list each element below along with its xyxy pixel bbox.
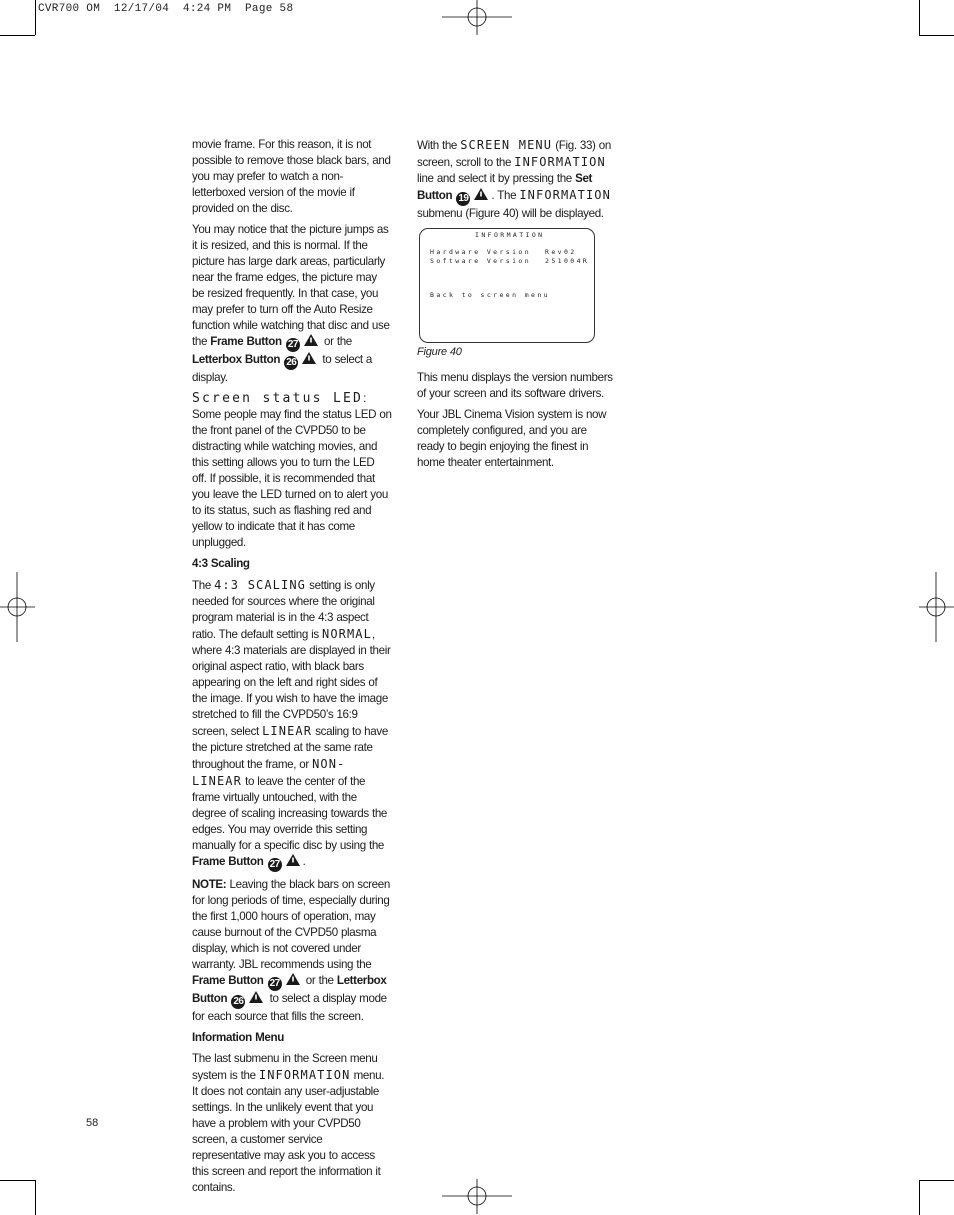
crop-mark-bottom-right: [919, 1180, 920, 1215]
crop-mark-top-left: [35, 0, 36, 35]
with-text-2: (Fig. 33) on screen, scroll to the: [417, 139, 611, 169]
screen-menu-label: SCREEN MENU: [460, 138, 553, 152]
information-label: INFORMATION: [514, 155, 606, 169]
back-to-screen-menu: Back to screen menu: [430, 291, 550, 299]
paragraph-version-numbers: This menu displays the version numbers of your screen and its software drivers.: [417, 371, 613, 400]
or-the-text: or the: [302, 974, 337, 987]
letterbox-button-ref: Letterbox Button: [192, 974, 387, 1005]
frame-button-ref: Frame Button: [192, 974, 264, 987]
letterbox-button-ref: Letterbox Button: [192, 353, 281, 366]
scaling-the-text: The: [192, 579, 215, 592]
scaling-text-1: setting is only needed for sources where the original program material is in the 4:3 aspect ratio. The default setting is: [192, 579, 375, 641]
note-end: to select a display mode for each source that fills the screen.: [192, 992, 387, 1023]
scaling-text-2: , where 4:3 materials are displayed in their original aspect ratio, with black bars appearing on the left and right sides of the image. If you wish to have the image stretched to fill the CVPD50’s 16:9 screen, select: [192, 628, 391, 738]
number-26-icon: 26: [286, 357, 297, 368]
scaling-end: .: [302, 855, 306, 868]
note-text: Leaving the black bars on screen for long periods of time, especially during the first 1,000 hours of operation, may cause burnout of the CVPD50 plasma display, which is not covered under warranty. JBL recommends using the: [192, 878, 390, 971]
heading-information-menu: Information Menu: [192, 1031, 284, 1044]
set-button-ref: Set Button: [417, 172, 593, 202]
crop-mark-bottom-left-h: [0, 1180, 35, 1181]
scaling-text-4: to leave the center of the frame virtually untouched, with the degree of scaling increasing towards the edges. You may override this setting manually for a specific disc by using the: [192, 775, 388, 852]
info-text-2: menu. It does not contain any user-adjustable settings. In the unlikely event that you have a problem with your CVPD50 screen, a customer service representative may ask you to access this screen and report the information it contains.: [192, 1069, 385, 1194]
paragraph-black-bars: movie frame. For this reason, it is not possible to remove those black bars, and you may prefer to watch a non-letterboxed version of the movie if provided on the disc.: [192, 138, 391, 215]
non-linear-label: NON-LINEAR: [192, 757, 346, 788]
printer-slug: CVR700 OM 12/17/04 4:24 PM Page 58: [38, 3, 294, 15]
frame-button-ref: Frame Button: [210, 335, 282, 348]
text-column-left: [192, 137, 392, 1201]
paragraph-with-screen-menu: [417, 137, 615, 222]
warning-triangle-icon: [474, 188, 488, 200]
crop-mark-bottom-right-h: [919, 1180, 954, 1181]
information-menu-figure: [419, 228, 595, 343]
with-text-4: . The: [491, 189, 520, 202]
figure-title: INFORMATION: [475, 231, 545, 239]
paragraph-scaling: [192, 577, 392, 872]
scaling-text-3: scaling to have the picture stretched at the same rate throughout the frame, or: [192, 725, 388, 771]
software-version-label: Software Version: [430, 257, 532, 265]
number-27-icon: 27: [287, 339, 298, 350]
number-27-icon: 27: [269, 859, 280, 870]
information-label: INFORMATION: [258, 1068, 351, 1082]
with-text-1: With the: [417, 139, 461, 152]
number-27-icon: 27: [269, 978, 280, 989]
paragraph-note: [192, 877, 392, 1025]
linear-label: LINEAR: [262, 724, 313, 738]
number-19-icon: 19: [458, 193, 469, 204]
crop-mark-bottom-left: [35, 1180, 36, 1215]
screen-status-led-label: Screen status LED: [192, 391, 364, 406]
warning-triangle-icon: [304, 334, 318, 346]
select-display-text: to select a display.: [192, 353, 373, 384]
with-text-3: line and select it by pressing the: [417, 172, 576, 185]
hardware-version-value: Rev02: [545, 248, 577, 256]
figure-caption: Figure 40: [417, 346, 462, 358]
heading-4-3-scaling: 4:3 Scaling: [192, 557, 250, 570]
warning-triangle-icon: [249, 991, 263, 1003]
registration-mark-left: [0, 572, 36, 644]
software-version-value: 251004R: [545, 257, 590, 265]
crop-mark-top-left-h: [0, 35, 35, 36]
number-26-icon: 26: [233, 996, 244, 1007]
page-number: 58: [86, 1117, 99, 1129]
frame-button-ref: Frame Button: [192, 855, 264, 868]
information-label: INFORMATION: [519, 188, 611, 202]
paragraph-information: [192, 1051, 392, 1196]
crop-mark-top-right: [919, 0, 920, 35]
registration-mark-right: [918, 572, 954, 644]
with-text-5: submenu (Figure 40) will be displayed.: [417, 207, 604, 220]
registration-mark-bottom: [442, 1179, 514, 1215]
note-label: NOTE:: [192, 878, 227, 891]
warning-triangle-icon: [302, 352, 316, 364]
normal-label: NORMAL: [322, 627, 372, 641]
scaling-label: 4:3 SCALING: [214, 578, 306, 592]
status-led-text: : Some people may find the status LED on the front panel of the CVPD50 to be distracting while watching movies, and this setting allows you to turn the LED off. If possible, it is recommended that you leave the LED turned on to alert you to its status, such as flashing red and yellow to indicate that it has come unplugged.: [192, 392, 392, 549]
crop-mark-top-right-h: [919, 35, 954, 36]
paragraph-auto-resize: [192, 222, 392, 386]
hardware-version-label: Hardware Version: [430, 248, 532, 256]
paragraph-status-led: [192, 391, 392, 551]
warning-triangle-icon: [286, 854, 300, 866]
warning-triangle-icon: [286, 973, 300, 985]
registration-mark-top: [442, 0, 514, 36]
paragraph-configured: Your JBL Cinema Vision system is now completely configured, and you are ready to begin enjoying the finest in home theater entertainment.: [417, 408, 607, 469]
info-text-1: The last submenu in the Screen menu system is the: [192, 1052, 378, 1082]
or-the-text: or the: [320, 335, 352, 348]
auto-resize-text: You may notice that the picture jumps as it is resized, and this is normal. If the picture has large dark areas, particularly near the frame edges, the picture may be resized frequently. In that case, you may prefer to turn off the Auto Resize function while watching that disc and use the: [192, 223, 390, 348]
